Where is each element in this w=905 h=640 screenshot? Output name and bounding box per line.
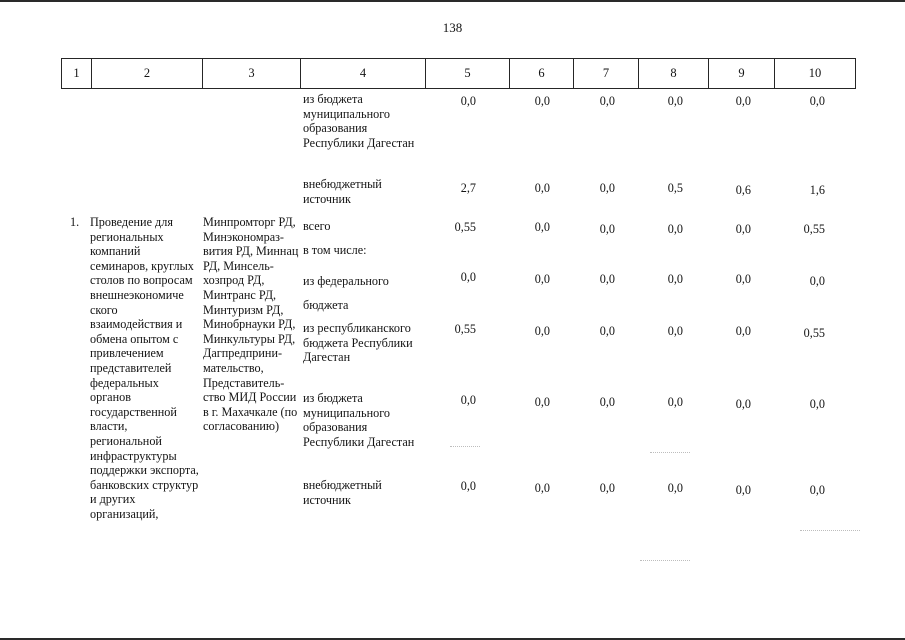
value-col-7: 0,0 (599, 222, 615, 236)
value-col-8: 0,5 (667, 181, 683, 195)
header-col-5: 5 (426, 58, 510, 89)
value-col-10: 0,55 (803, 222, 825, 236)
row-source-label: из республиканского бюджета Республики Дагестан (303, 321, 413, 365)
row-source-label: из бюджета муниципального образования Республики Дагестан (303, 92, 415, 150)
value-col-5: 2,7 (460, 181, 476, 195)
scan-mark (640, 560, 690, 561)
value-col-9: 0,0 (735, 397, 751, 411)
value-col-7: 0,0 (599, 94, 615, 108)
value-col-5: 0,55 (454, 322, 476, 336)
value-col-6: 0,0 (534, 481, 550, 495)
row-source-label: внебюджетный источник (303, 177, 382, 206)
page-number: 138 (442, 20, 463, 35)
item-number: 1. (70, 215, 80, 229)
row-source-label: всего (303, 219, 331, 233)
value-col-5: 0,0 (460, 393, 476, 407)
value-col-9: 0,0 (735, 272, 751, 286)
row-source-label: из федерального бюджета (303, 274, 389, 312)
value-col-6: 0,0 (534, 395, 550, 409)
value-col-8: 0,0 (667, 222, 683, 236)
value-col-6: 0,0 (534, 272, 550, 286)
header-col-3: 3 (203, 58, 301, 89)
scan-mark (800, 530, 860, 531)
value-col-7: 0,0 (599, 395, 615, 409)
value-col-9: 0,0 (735, 324, 751, 338)
header-col-7: 7 (574, 58, 639, 89)
value-col-9: 0,0 (735, 94, 751, 108)
row-source-label: из бюджета муниципального образования Республики Дагестан (303, 391, 415, 449)
value-col-6: 0,0 (534, 94, 550, 108)
value-col-10: 0,0 (809, 483, 825, 497)
value-col-5: 0,0 (460, 94, 476, 108)
value-col-7: 0,0 (599, 324, 615, 338)
value-col-9: 0,0 (735, 483, 751, 497)
item-name: Проведение для региональных компаний семинаров, круглых столов по вопросам внешнеэкономиче ского взаимодействия и обмена опытом с привлечением представителей федеральных органов государственной власти, региональной инфраструктуры поддержки экспорта, банковских структур и других организаций, (90, 215, 199, 521)
value-col-6: 0,0 (534, 181, 550, 195)
item-executors: Минпромторг РД, Минэкономраз-вития РД, Миннац РД, Минсель-хозпрод РД, Минтранс РД, Минтуризм РД, Минобрнауки РД, Минкультуры РД, Дагпредприни-мательство, Представитель-ство МИД России в г. Махачкале (по согласованию) (203, 215, 299, 434)
value-col-6: 0,0 (534, 324, 550, 338)
scan-mark (650, 452, 690, 453)
header-col-4: 4 (301, 58, 426, 89)
value-col-7: 0,0 (599, 481, 615, 495)
header-col-2: 2 (92, 58, 203, 89)
value-col-8: 0,0 (667, 94, 683, 108)
value-col-5: 0,0 (460, 479, 476, 493)
value-col-5: 0,0 (460, 270, 476, 284)
value-col-10: 1,6 (809, 183, 825, 197)
header-col-1: 1 (61, 58, 92, 89)
value-col-8: 0,0 (667, 481, 683, 495)
value-col-10: 0,55 (803, 326, 825, 340)
value-col-9: 0,6 (735, 183, 751, 197)
value-col-10: 0,0 (809, 274, 825, 288)
value-col-5: 0,55 (454, 220, 476, 234)
value-col-8: 0,0 (667, 324, 683, 338)
value-col-10: 0,0 (809, 94, 825, 108)
value-col-6: 0,0 (534, 220, 550, 234)
value-col-7: 0,0 (599, 181, 615, 195)
value-col-10: 0,0 (809, 397, 825, 411)
value-col-7: 0,0 (599, 272, 615, 286)
row-source-label: внебюджетный источник (303, 478, 382, 507)
value-col-9: 0,0 (735, 222, 751, 236)
value-col-8: 0,0 (667, 272, 683, 286)
value-col-8: 0,0 (667, 395, 683, 409)
header-col-10: 10 (775, 58, 856, 89)
header-col-6: 6 (510, 58, 574, 89)
header-col-9: 9 (709, 58, 775, 89)
header-col-8: 8 (639, 58, 709, 89)
row-source-label: в том числе: (303, 243, 367, 257)
scan-mark (450, 446, 480, 447)
top-border-line (0, 0, 905, 2)
